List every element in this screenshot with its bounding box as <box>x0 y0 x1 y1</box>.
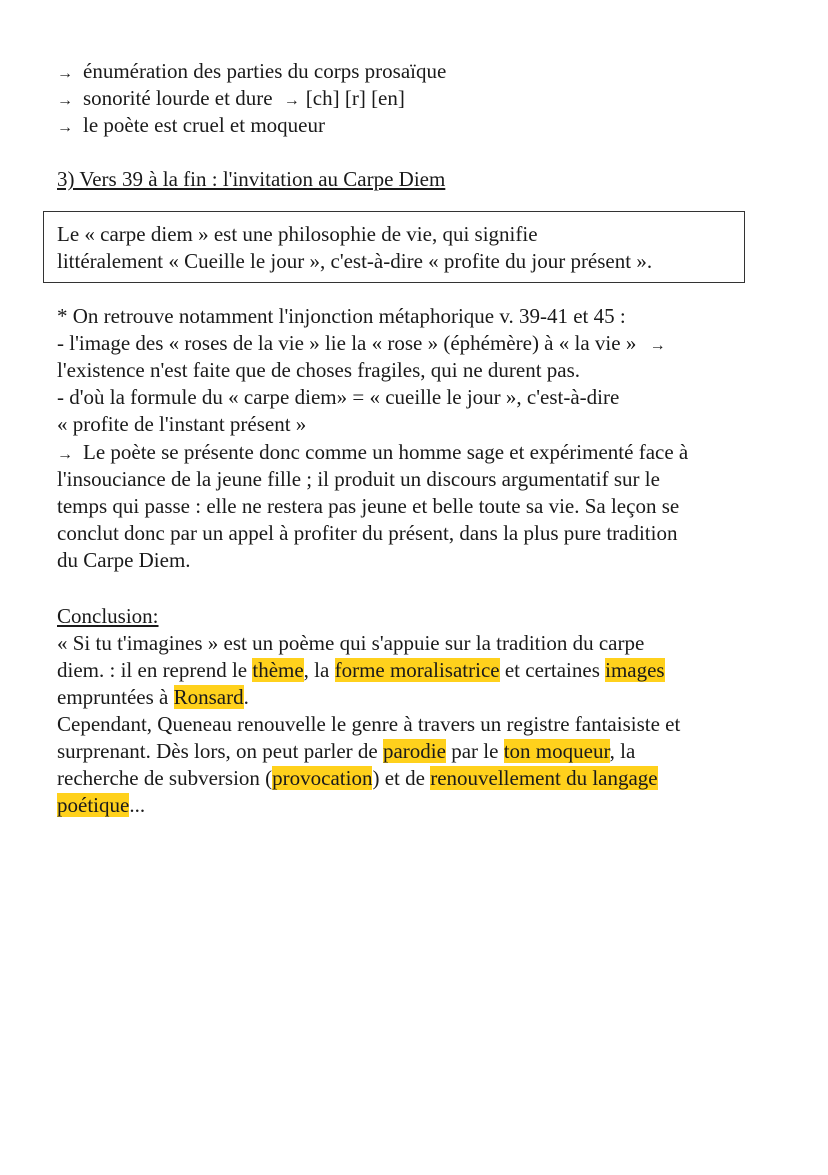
conclusion-text: surprenant. Dès lors, on peut parler de <box>57 739 383 763</box>
conclusion-text: ... <box>129 793 146 817</box>
highlight-images: images <box>605 658 665 682</box>
highlight-provocation: provocation <box>272 766 373 790</box>
analysis-line: * On retrouve notamment l'injonction métaphorique v. 39-41 et 45 : <box>57 304 626 328</box>
arrow-icon: → <box>57 92 73 109</box>
bullet-text: énumération des parties du corps prosaïque <box>83 59 447 83</box>
analysis-line <box>57 439 688 468</box>
conclusion-text: ) et de <box>372 766 431 790</box>
conclusion-line <box>57 684 249 711</box>
analysis-text: - l'image des « roses de la vie » lie la « rose » (éphémère) à « la vie » <box>57 331 637 355</box>
arrow-icon: → <box>57 446 73 463</box>
definition-line-1: Le « carpe diem » est une philosophie de vie, qui signifie <box>57 222 538 246</box>
analysis-line: « profite de l'instant présent » <box>57 412 307 436</box>
conclusion-text: , la <box>303 658 335 682</box>
conclusion-line: « Si tu t'imagines » est un poème qui s'appuie sur la tradition du carpe <box>57 631 645 655</box>
arrow-icon: → <box>57 65 73 82</box>
bullet-line-3 <box>57 112 325 141</box>
analysis-line: du Carpe Diem. <box>57 548 191 572</box>
conclusion-text: par le <box>445 739 504 763</box>
conclusion-text: empruntées à <box>57 685 174 709</box>
analysis-line: l'existence n'est faite que de choses fragiles, qui ne durent pas. <box>57 358 581 382</box>
analysis-text: Le poète se présente donc comme un homme sage et expérimenté face à <box>83 440 689 464</box>
arrow-icon: → <box>57 119 73 136</box>
analysis-line: temps qui passe : elle ne restera pas jeune et belle toute sa vie. Sa leçon se <box>57 494 680 518</box>
conclusion-text: recherche de subversion ( <box>57 766 273 790</box>
conclusion-line <box>57 792 145 819</box>
definition-line-2: littéralement « Cueille le jour », c'est-à-dire « profite du jour présent ». <box>57 249 653 273</box>
highlight-ton: ton moqueur <box>503 739 610 763</box>
analysis-line: conclut donc par un appel à profiter du présent, dans la plus pure tradition <box>57 521 678 545</box>
conclusion-heading: Conclusion: <box>57 604 159 628</box>
arrow-icon: → <box>283 92 300 109</box>
highlight-parodie: parodie <box>382 739 446 763</box>
analysis-line <box>57 330 676 359</box>
conclusion-text: diem. : il en reprend le <box>57 658 253 682</box>
conclusion-text: , la <box>609 739 636 763</box>
bullet-line-2 <box>57 85 405 114</box>
highlight-theme: thème <box>252 658 304 682</box>
highlight-forme: forme moralisatrice <box>334 658 500 682</box>
analysis-line: - d'où la formule du « carpe diem» = « cueille le jour », c'est-à-dire <box>57 385 620 409</box>
analysis-line: l'insouciance de la jeune fille ; il produit un discours argumentatif sur le <box>57 467 660 491</box>
highlight-ronsard: Ronsard <box>173 685 244 709</box>
conclusion-text: et certaines <box>499 658 606 682</box>
conclusion-line <box>57 657 665 684</box>
conclusion-line: Cependant, Queneau renouvelle le genre à travers un registre fantaisiste et <box>57 712 681 736</box>
highlight-renouvellement: renouvellement du langage <box>430 766 658 790</box>
section-heading: 3) Vers 39 à la fin : l'invitation au Carpe Diem <box>57 167 446 191</box>
bullet-text: le poète est cruel et moqueur <box>83 113 325 137</box>
arrow-icon: → <box>649 337 666 354</box>
conclusion-text: . <box>243 685 249 709</box>
sound-text: [ch] [r] [en] <box>305 86 405 110</box>
bullet-text: sonorité lourde et dure <box>83 86 273 110</box>
conclusion-line <box>57 765 658 792</box>
highlight-poetique: poétique <box>57 793 130 817</box>
conclusion-line <box>57 738 635 765</box>
bullet-line-1 <box>57 58 446 87</box>
